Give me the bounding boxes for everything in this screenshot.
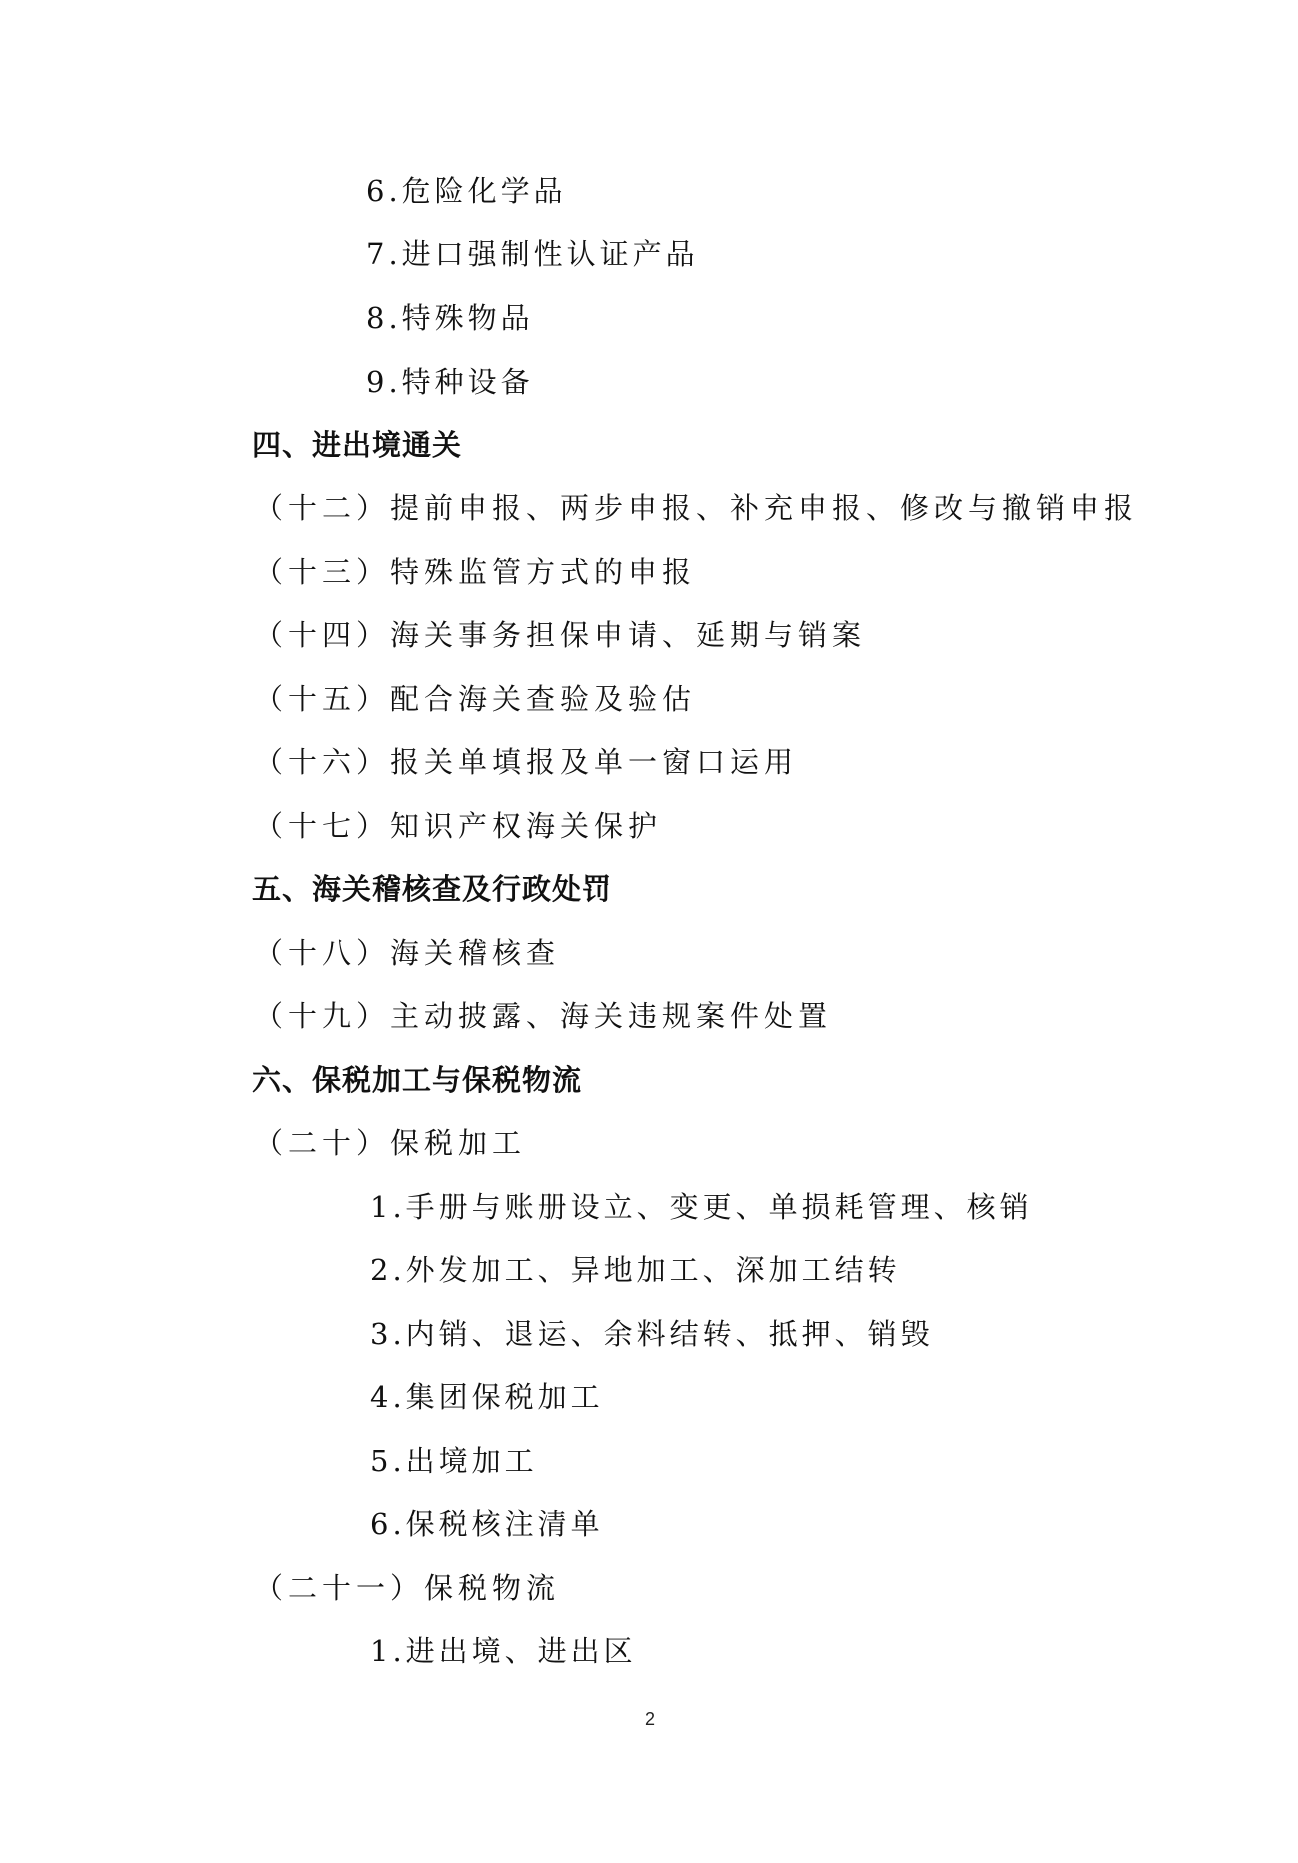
subsection-heading: （二十一）保税物流 <box>254 1571 561 1605</box>
subsection-heading: （二十）保税加工 <box>254 1126 527 1160</box>
subsection-heading: （十八）海关稽核查 <box>254 936 561 970</box>
list-item: 9.特种设备 <box>366 365 534 399</box>
subsection-heading: （十六）报关单填报及单一窗口运用 <box>254 745 799 779</box>
list-item: 1.进出境、进出区 <box>370 1634 637 1668</box>
list-item: 5.出境加工 <box>370 1444 538 1478</box>
section-heading: 五、海关稽核查及行政处罚 <box>252 872 613 906</box>
list-item: 4.集团保税加工 <box>370 1380 604 1414</box>
list-item: 6.保税核注清单 <box>370 1507 604 1541</box>
list-item: 7.进口强制性认证产品 <box>366 237 699 271</box>
subsection-heading: （十九）主动披露、海关违规案件处置 <box>254 999 833 1033</box>
list-item: 8.特殊物品 <box>366 301 534 335</box>
subsection-heading: （十五）配合海关查验及验估 <box>254 682 697 716</box>
list-item: 1.手册与账册设立、变更、单损耗管理、核销 <box>370 1190 1033 1224</box>
subsection-heading: （十四）海关事务担保申请、延期与销案 <box>254 618 867 652</box>
list-item: 2.外发加工、异地加工、深加工结转 <box>370 1253 901 1287</box>
section-heading: 六、保税加工与保税物流 <box>252 1063 583 1097</box>
subsection-heading: （十二）提前申报、两步申报、补充申报、修改与撤销申报 <box>254 491 1139 525</box>
subsection-heading: （十三）特殊监管方式的申报 <box>254 555 697 589</box>
section-heading: 四、进出境通关 <box>252 428 463 462</box>
list-item: 3.内销、退运、余料结转、抵押、销毁 <box>370 1317 934 1351</box>
page-number: 2 <box>644 1709 655 1729</box>
subsection-heading: （十七）知识产权海关保护 <box>254 809 663 843</box>
list-item: 6.危险化学品 <box>366 174 567 208</box>
